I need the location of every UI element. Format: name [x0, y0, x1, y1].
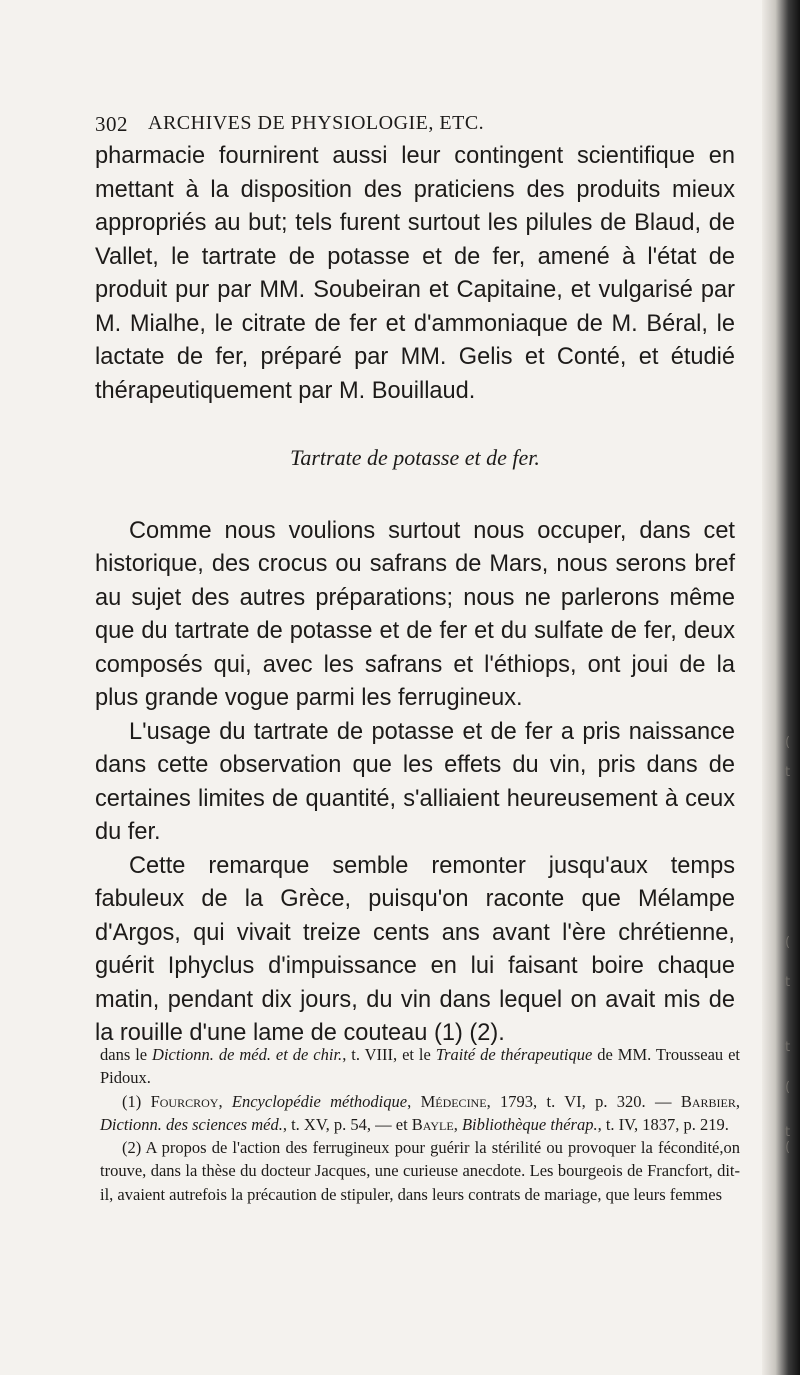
- margin-marks: [785, 735, 800, 1155]
- running-title: ARCHIVES DE PHYSIOLOGIE, ETC.: [148, 112, 485, 134]
- footnote-continuation: dans le Dictionn. de méd. et de chir., t. VIII, et le Traité de thérapeutique de MM. Trousseau et Pidoux.: [100, 1045, 741, 1088]
- margin-mark: t: [785, 975, 791, 990]
- paragraph-1: pharmacie fournirent aussi leur contingent scientifique en mettant à la disposition des praticiens des produits mieux appropriés au but; tels furent surtout les pilules de Blaud, de Vallet, le tartrate de potasse et de fer, amené à l'état de produit pur par MM. Soubeiran et Capitaine, et vulgarisé par M. Mialhe, le citrate de fer et d'ammoniaque de M. Béral, le lactate de fer, préparé par MM. Gelis et Conté, et étudié thérapeutiquement par M. Bouillaud.: [95, 143, 735, 404]
- paragraph-2: Comme nous voulions surtout nous occuper, dans cet historique, des crocus ou safrans de Mars, nous serons bref au sujet des autres préparations; nous ne parlerons même que du tartrate de potasse et de fer et du sulfate de fer, deux composés qui, avec les safrans et l'éthiops, ont joui de la plus grande vogue parmi les ferrugineux.: [95, 517, 735, 711]
- page-number: 302: [95, 112, 128, 136]
- scan-binding-edge: [762, 0, 800, 1375]
- margin-mark: (: [785, 935, 791, 950]
- footnotes: [100, 1043, 740, 1206]
- margin-mark: (: [785, 1140, 791, 1155]
- footnote-2: (2) A propos de l'action des ferrugineux pour guérir la stérilité ou provoquer la fécondité,on trouve, dans la thèse du docteur Jacques, une curieuse anecdote. Les bourgeois de Francfort, dit-il, avaient autrefois la précaution de stipuler, dans leurs contrats de mariage, que leurs femmes: [100, 1138, 740, 1204]
- margin-mark: t: [785, 1125, 791, 1140]
- margin-mark: t: [785, 765, 791, 780]
- footnote-1: (1) Fourcroy, Encyclopédie méthodique, Médecine, 1793, t. VI, p. 320. — Barbier, Dictionn. des sciences méd., t. XV, p. 54, — et Bayle, Bibliothèque thérap., t. IV, 1837, p. 219.: [100, 1091, 740, 1134]
- page-header: [95, 112, 695, 142]
- margin-mark: (: [785, 1080, 791, 1095]
- paragraph-4: Cette remarque semble remonter jusqu'aux temps fabuleux de la Grèce, puisqu'on raconte que Mélampe d'Argos, qui vivait treize cents ans avant l'ère chrétienne, guérit Iphyclus d'impuissance en lui faisant boire chaque matin, pendant dix jours, du vin dans lequel on avait mis de la rouille d'une lame de couteau (1) (2).: [95, 852, 735, 1046]
- paragraph-3: L'usage du tartrate de potasse et de fer a pris naissance dans cette observation que les effets du vin, pris dans de certaines limites de quantité, s'alliaient heureusement à ceux du fer.: [95, 718, 735, 845]
- section-title: Tartrate de potasse et de fer.: [290, 445, 540, 470]
- body-text: [95, 140, 735, 1051]
- margin-mark: (: [785, 735, 791, 750]
- margin-mark: t: [785, 1040, 791, 1055]
